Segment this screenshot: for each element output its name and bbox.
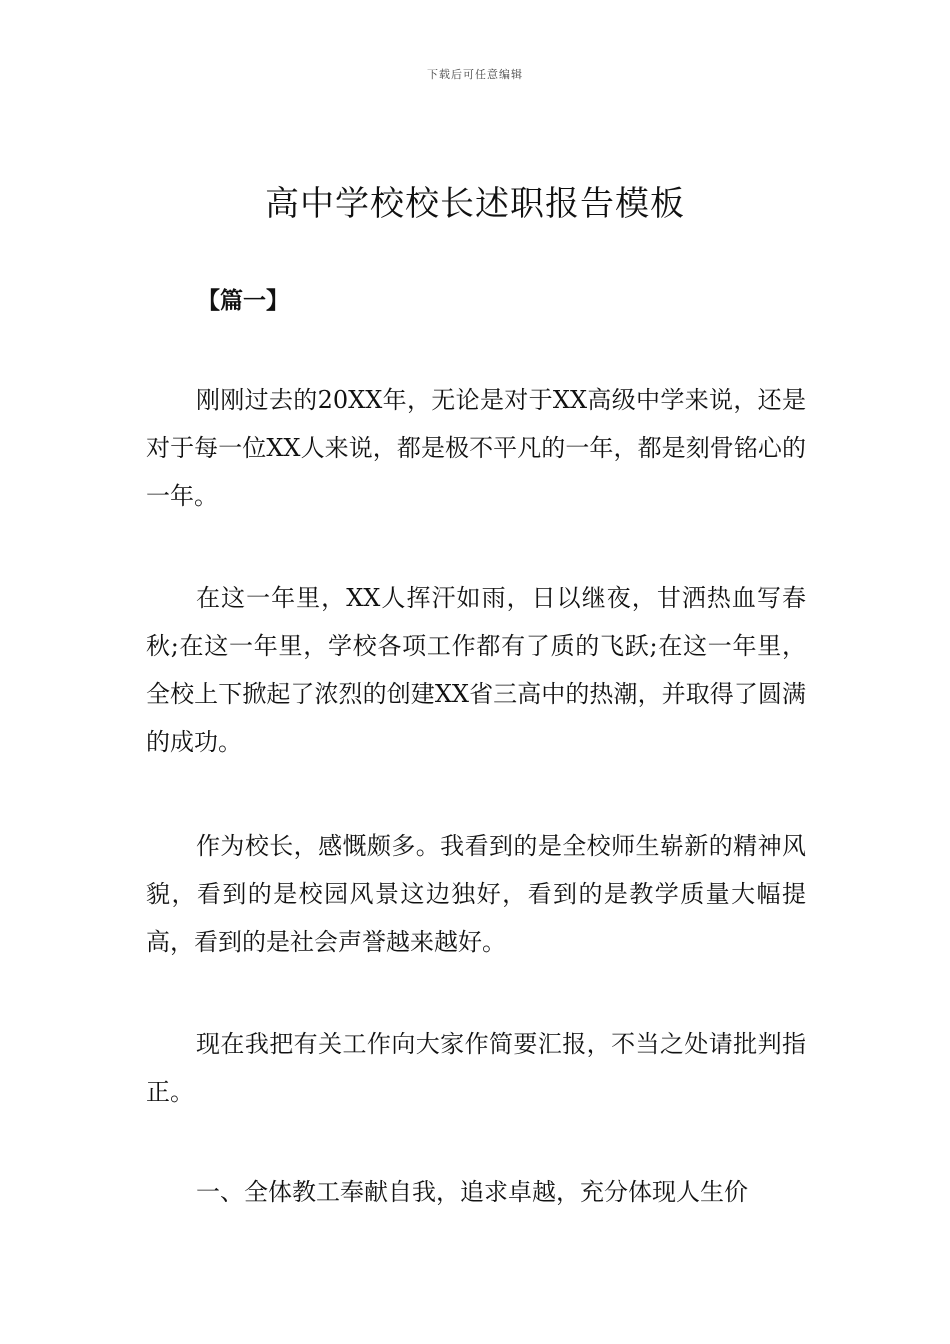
section-label: 【篇一】: [197, 288, 289, 314]
document-title: 高中学校校长述职报告模板: [265, 184, 685, 224]
paragraph-1: 刚刚过去的20XX年，无论是对于XX高级中学来说，还是对于每一位XX人来说，都是极不平凡的一年，都是刻骨铭心的一年。: [146, 386, 806, 510]
paragraph-3: 作为校长，感慨颇多。我看到的是全校师生崭新的精神风貌，看到的是校园风景这边独好，看到的是教学质量大幅提高，看到的是社会声誉越来越好。: [146, 832, 806, 956]
paragraph-2: 在这一年里，XX人挥汗如雨，日以继夜，甘洒热血写春秋;在这一年里，学校各项工作都有了质的飞跃;在这一年里，全校上下掀起了浓烈的创建XX省三高中的热潮，并取得了圆满的成功。: [146, 584, 806, 756]
header-note: 下载后可任意编辑: [427, 68, 523, 81]
paragraph-4: 现在我把有关工作向大家作简要汇报，不当之处请批判指正。: [146, 1030, 806, 1106]
paragraph-5: 一、全体教工奉献自我，追求卓越，充分体现人生价: [196, 1178, 748, 1206]
